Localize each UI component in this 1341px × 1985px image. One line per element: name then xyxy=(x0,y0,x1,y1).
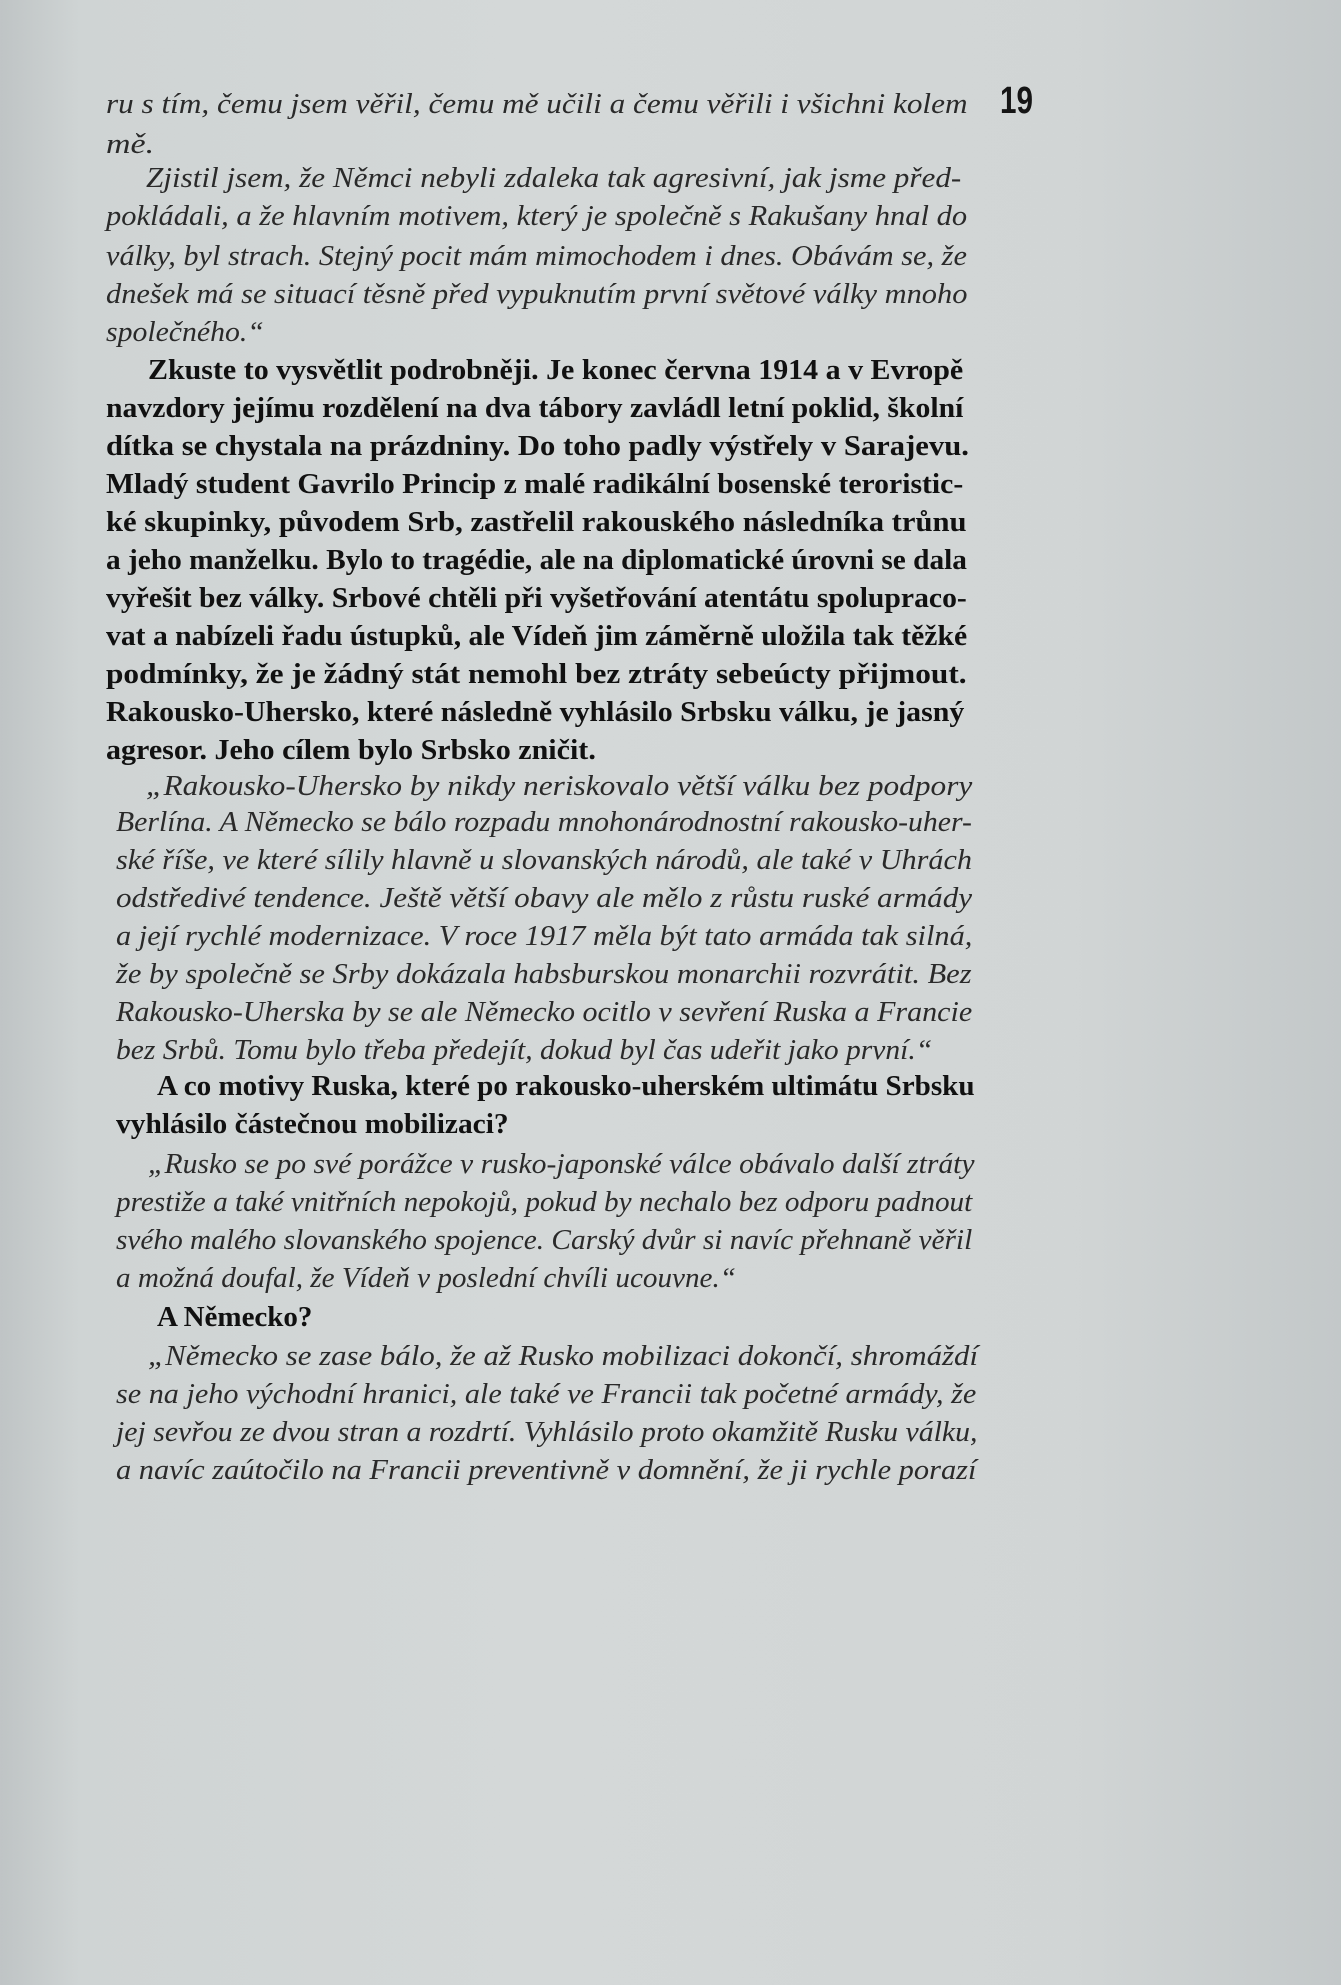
text-line: prestiže a také vnitřních nepokojů, pokud by nechalo bez odporu padnout xyxy=(116,1186,973,1218)
text-line: Berlína. A Německo se bálo rozpadu mnohonárodnostní rakousko-uher- xyxy=(116,806,972,838)
text-line: jej sevřou ze dvou stran a rozdrtí. Vyhlásilo proto okamžitě Rusku válku, xyxy=(116,1416,978,1448)
text-line: „Rusko se po své porážce v rusko-japonské válce obávalo další ztráty xyxy=(148,1148,975,1180)
text-line: se na jeho východní hranici, ale také ve Francii tak početné armády, že xyxy=(116,1378,977,1410)
text-line: dnešek má se situací těsně před vypuknutím první světové války mnoho xyxy=(106,278,968,310)
text-line: „Rakousko-Uhersko by nikdy neriskovalo větší válku bez podpory xyxy=(146,770,973,802)
text-line: vat a nabízeli řadu ústupků, ale Vídeň jim záměrně uložila tak těžké xyxy=(106,620,968,652)
text-line: a navíc zaútočilo na Francii preventivně v domnění, že ji rychle porazí xyxy=(116,1454,977,1486)
text-line: a možná doufal, že Vídeň v poslední chvíli ucouvne.“ xyxy=(116,1262,736,1294)
page-number: 19 xyxy=(1000,80,1033,122)
text-line: Mladý student Gavrilo Princip z malé radikální bosenské teroristic- xyxy=(106,468,964,500)
text-line: „Německo se zase bálo, že až Rusko mobilizaci dokončí, shromáždí xyxy=(148,1340,979,1372)
text-line: agresor. Jeho cílem bylo Srbsko zničit. xyxy=(106,734,596,766)
text-line: a její rychlé modernizace. V roce 1917 měla být tato armáda tak silná, xyxy=(116,920,973,952)
text-line: ské říše, ve které sílily hlavně u slovanských národů, ale také v Uhrách xyxy=(116,844,972,876)
text-line: A Německo? xyxy=(157,1301,313,1333)
text-line: navzdory jejímu rozdělení na dva tábory zavládl letní poklid, školní xyxy=(106,392,964,424)
text-line: odstředivé tendence. Ještě větší obavy ale mělo z růstu ruské armády xyxy=(116,882,973,914)
text-line: A co motivy Ruska, které po rakousko-uherském ultimátu Srbsku xyxy=(157,1070,975,1102)
text-line: Zjistil jsem, že Němci nebyli zdaleka tak agresivní, jak jsme před- xyxy=(146,162,962,194)
text-line: a jeho manželku. Bylo to tragédie, ale na diplomatické úrovni se dala xyxy=(106,544,967,576)
text-line: Zkuste to vysvětlit podrobněji. Je konec června 1914 a v Evropě xyxy=(148,354,964,386)
text-line: dítka se chystala na prázdniny. Do toho padly výstřely v Sarajevu. xyxy=(106,430,969,462)
text-line: pokládali, a že hlavním motivem, který je společně s Rakušany hnal do xyxy=(106,200,968,232)
text-line: Rakousko-Uhersko, které následně vyhlásilo Srbsku válku, je jasný xyxy=(106,696,965,728)
text-line: války, byl strach. Stejný pocit mám mimochodem i dnes. Obávám se, že xyxy=(106,240,967,272)
text-line: svého malého slovanského spojence. Carský dvůr si navíc přehnaně věřil xyxy=(116,1224,973,1256)
text-line: vyřešit bez války. Srbové chtěli při vyšetřování atentátu spolupraco- xyxy=(106,582,967,614)
text-line: bez Srbů. Tomu bylo třeba předejít, dokud byl čas udeřit jako první.“ xyxy=(116,1034,933,1066)
text-line: mě. xyxy=(106,128,155,160)
text-line: ru s tím, čemu jsem věřil, čemu mě učili a čemu věřili i všichni kolem xyxy=(106,88,968,120)
text-line: že by společně se Srby dokázala habsburskou monarchii rozvrátit. Bez xyxy=(116,958,972,990)
text-line: ké skupinky, původem Srb, zastřelil rakouského následníka trůnu xyxy=(106,506,967,538)
text-line: společného.“ xyxy=(106,316,264,348)
text-line: podmínky, že je žádný stát nemohl bez ztráty sebeúcty přijmout. xyxy=(106,658,967,690)
text-line: vyhlásilo částečnou mobilizaci? xyxy=(116,1108,509,1140)
text-line: Rakousko-Uherska by se ale Německo ocitlo v sevření Ruska a Francie xyxy=(116,996,973,1028)
